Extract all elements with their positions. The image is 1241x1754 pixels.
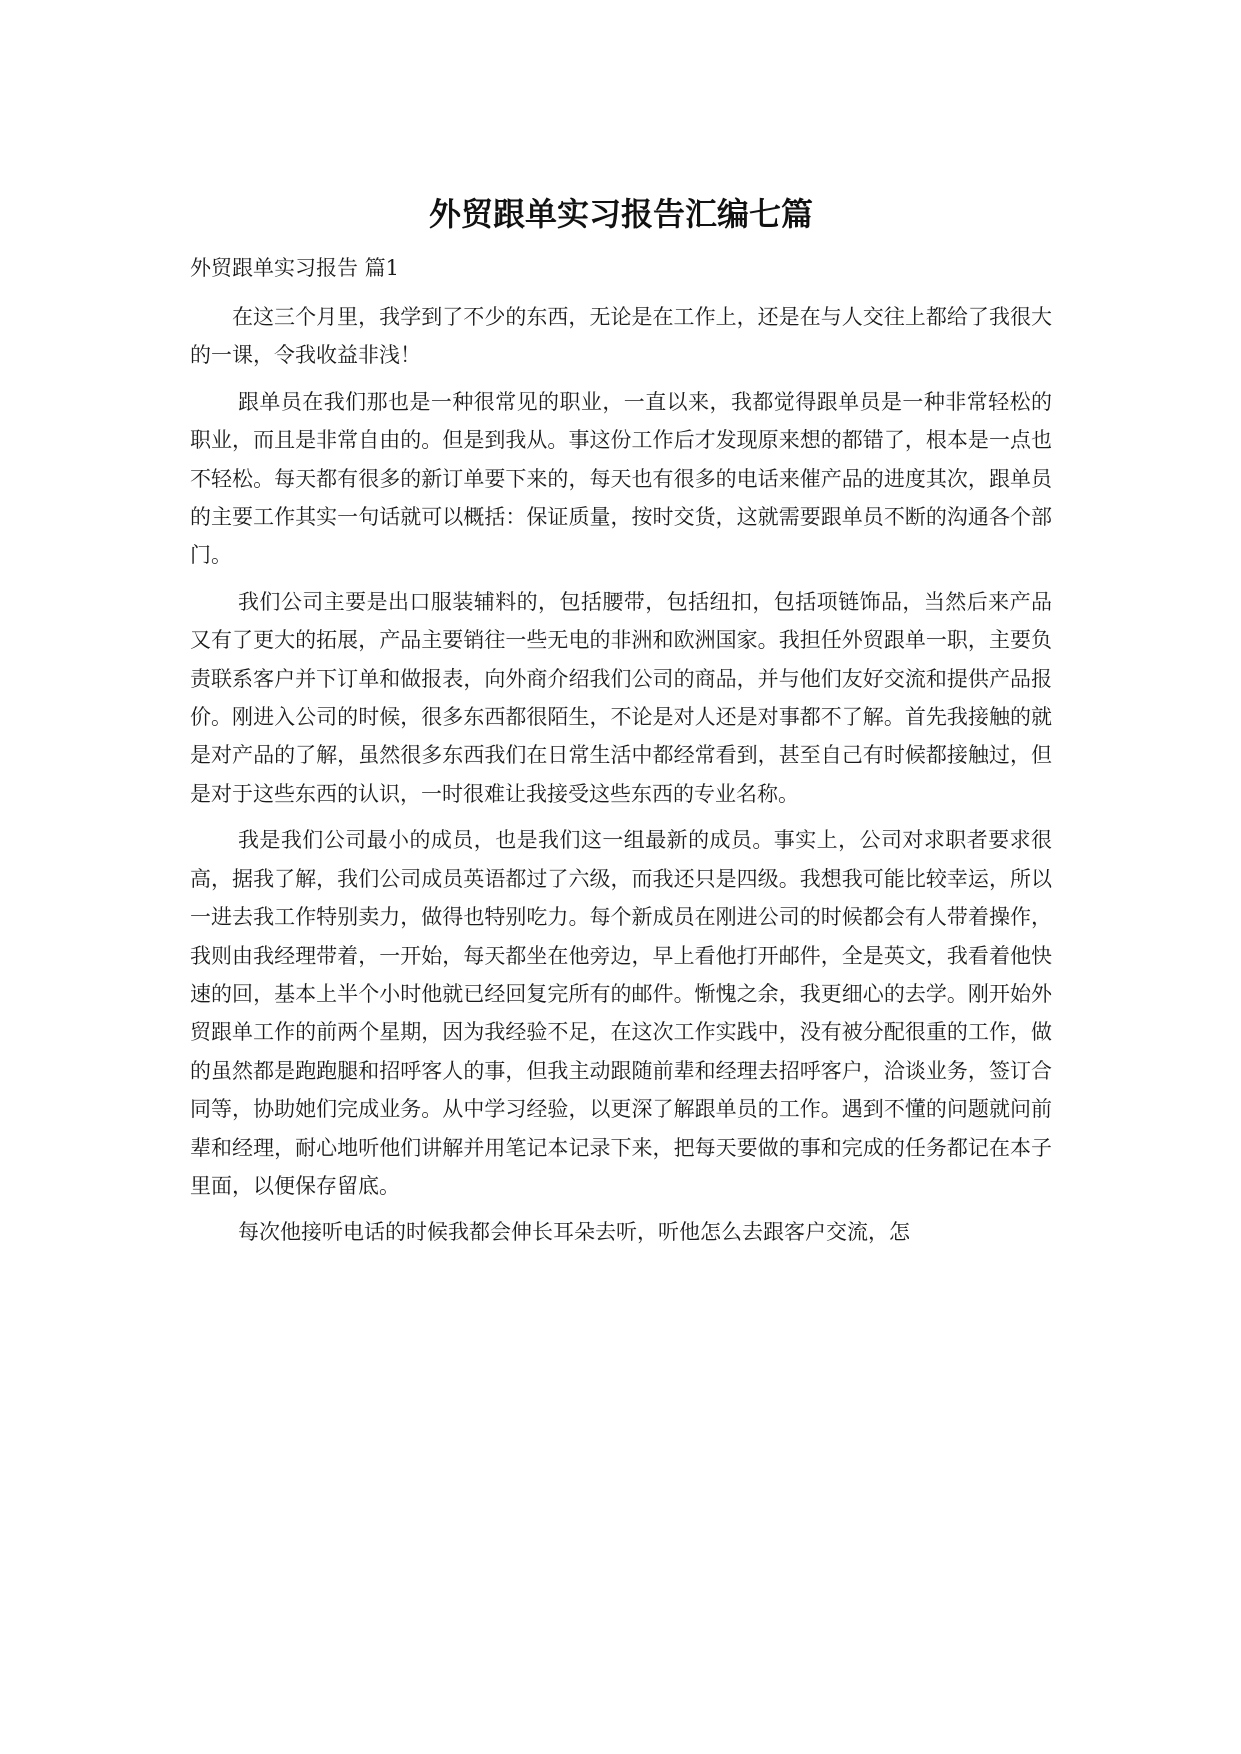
- paragraph-2: 跟单员在我们那也是一种很常见的职业，一直以来，我都觉得跟单员是一种非常轻松的职业，而且是非常自由的。但是到我从。事这份工作后才发现原来想的都错了，根本是一点也不轻松。每天都有很多的新订单要下来的，每天也有很多的电话来催产品的进度其次，跟单员的主要工作其实一句话就可以概括：保证质量，按时交货，这就需要跟单员不断的沟通各个部门。: [190, 389, 1052, 568]
- section-heading: 外贸跟单实习报告 篇1: [190, 256, 400, 280]
- document-title: 外贸跟单实习报告汇编七篇: [428, 195, 813, 233]
- document-body: [190, 192, 1052, 1260]
- paragraph-4: 我是我们公司最小的成员，也是我们这一组最新的成员。事实上，公司对求职者要求很高，据我了解，我们公司成员英语都过了六级，而我还只是四级。我想我可能比较幸运，所以一进去我工作特别卖力，做得也特别吃力。每个新成员在刚进公司的时候都会有人带着操作，我则由我经理带着，一开始，每天都坐在他旁边，早上看他打开邮件，全是英文，我看着他快速的回，基本上半个小时他就已经回复完所有的邮件。惭愧之余，我更细心的去学。刚开始外贸跟单工作的前两个星期，因为我经验不足，在这次工作实践中，没有被分配很重的工作，做的虽然都是跑跑腿和招呼客人的事，但我主动跟随前辈和经理去招呼客户，洽谈业务，签订合同等，协助她们完成业务。从中学习经验，以更深了解跟单员的工作。遇到不懂的问题就问前辈和经理，耐心地听他们讲解并用笔记本记录下来，把每天要做的事和完成的任务都记在本子里面，以便保存留底。: [190, 828, 1052, 1198]
- paragraph-3: 我们公司主要是出口服装辅料的，包括腰带，包括纽扣，包括项链饰品，当然后来产品又有了更大的拓展，产品主要销往一些无电的非洲和欧洲国家。我担任外贸跟单一职，主要负责联系客户并下订单和做报表，向外商介绍我们公司的商品，并与他们友好交流和提供产品报价。刚进入公司的时候，很多东西都很陌生，不论是对人还是对事都不了解。首先我接触的就是对产品的了解，虽然很多东西我们在日常生活中都经常看到，甚至自己有时候都接触过，但是对于这些东西的认识，一时很难让我接受这些东西的专业名称。: [190, 589, 1052, 806]
- paragraph-1: 在这三个月里，我学到了不少的东西，无论是在工作上，还是在与人交往上都给了我很大的一课，令我收益非浅！: [190, 305, 1052, 368]
- paragraph-5: 每次他接听电话的时候我都会伸长耳朵去听，听他怎么去跟客户交流，怎: [238, 1220, 910, 1245]
